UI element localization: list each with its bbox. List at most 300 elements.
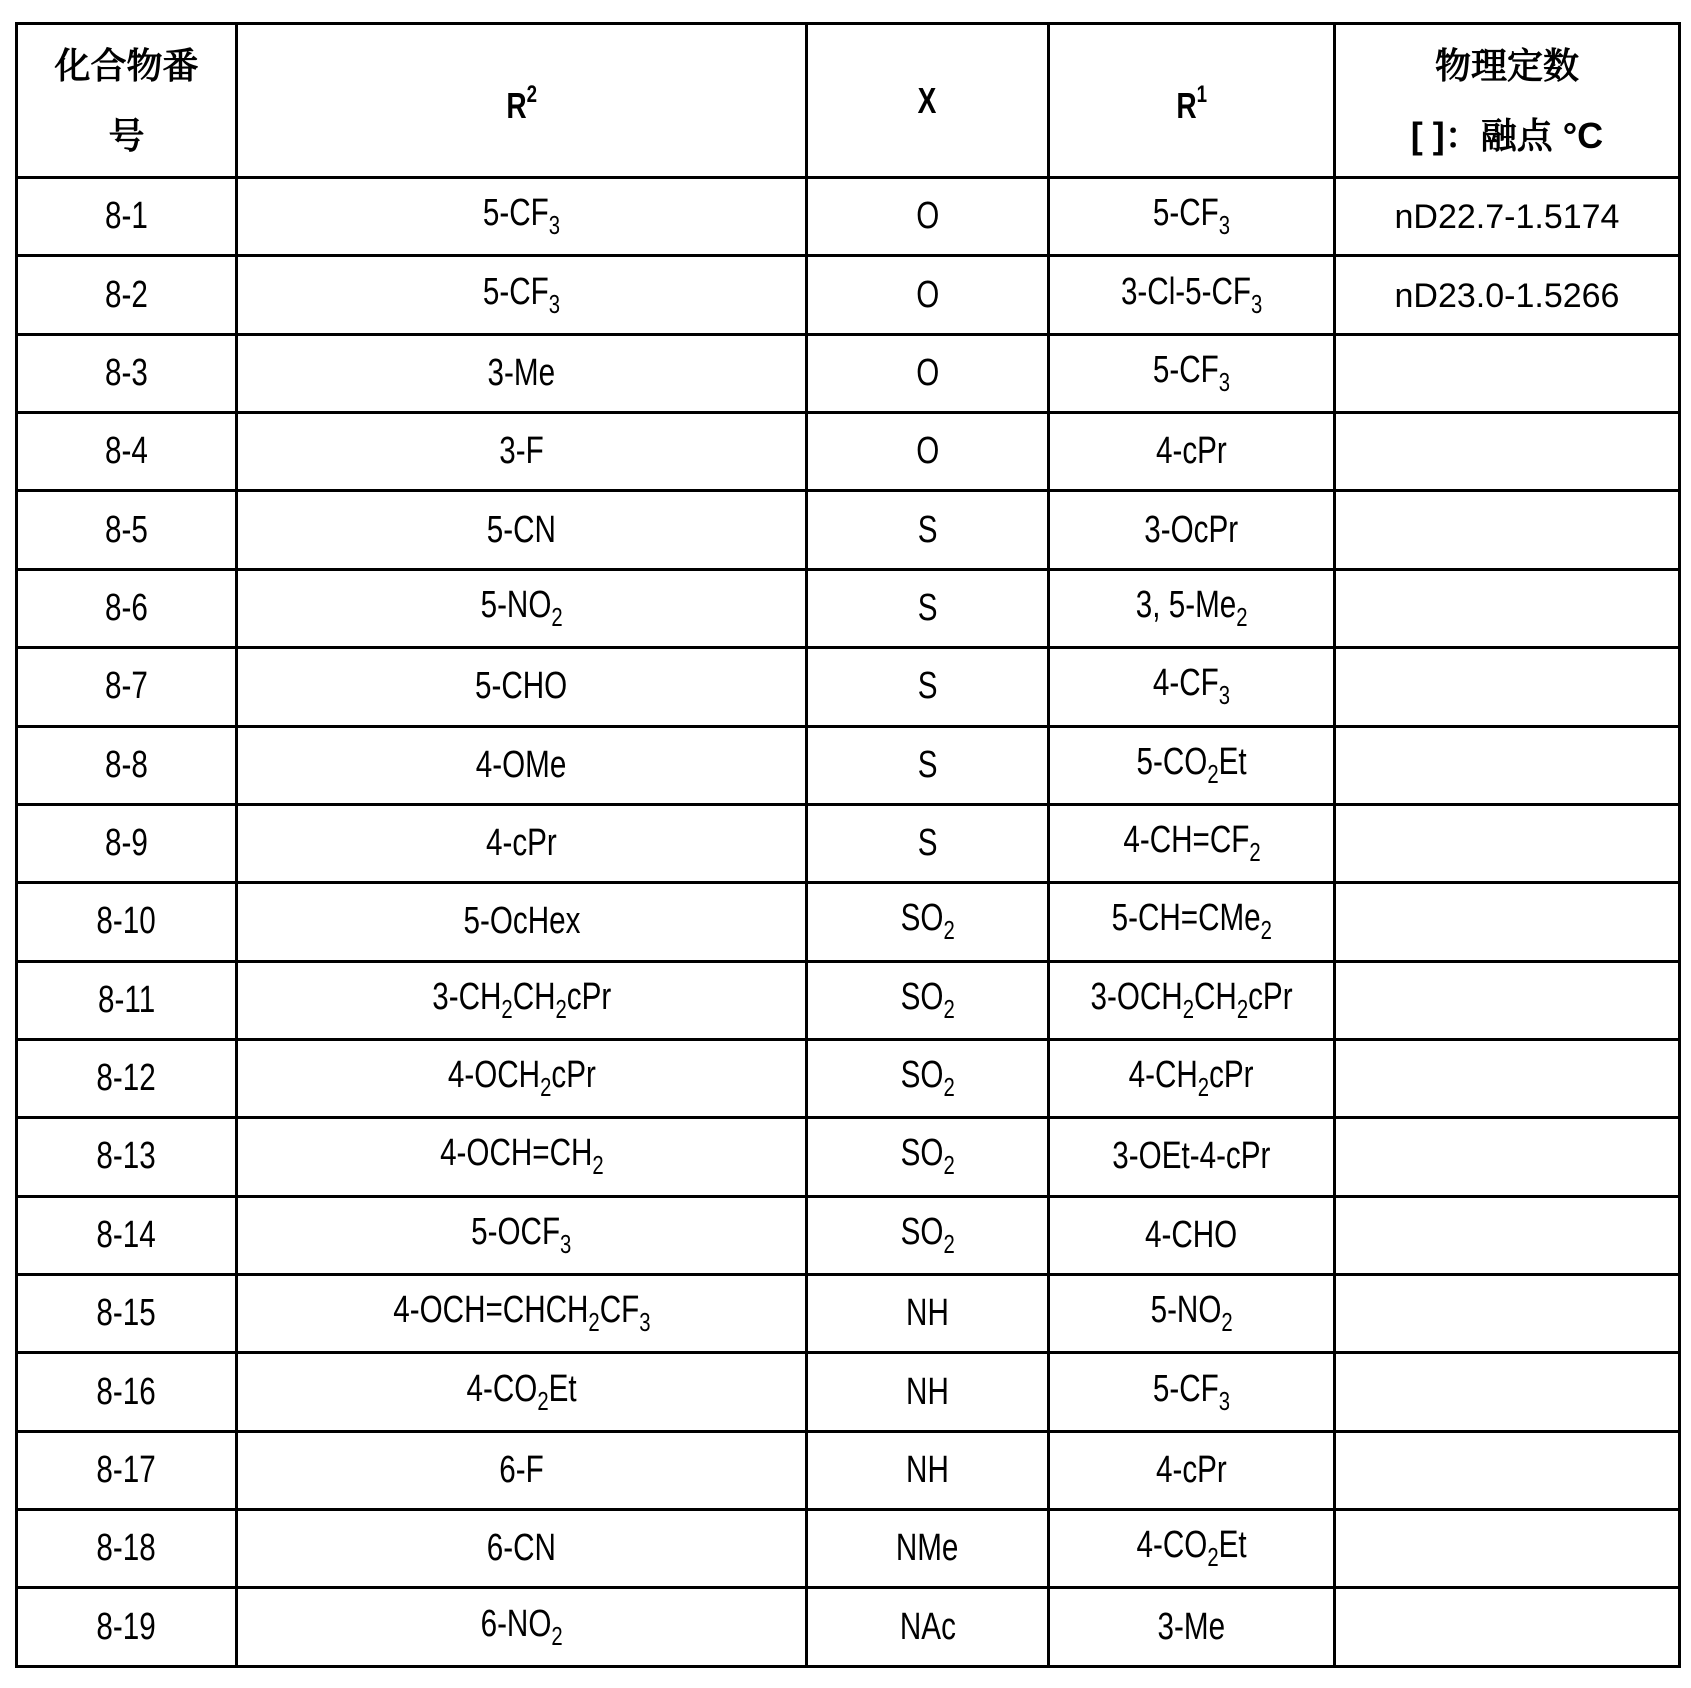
formula-text: NH (906, 1448, 949, 1491)
cell-r1 (1049, 1196, 1335, 1274)
cell-x-formula (899, 1606, 955, 1649)
cell-physical-constant (1335, 1431, 1680, 1509)
compound-no: 8-18 (96, 1527, 157, 1570)
cell-r2 (237, 804, 807, 882)
subscript: 2 (501, 993, 513, 1024)
table-row (17, 334, 1680, 412)
compound-no: 8-5 (105, 508, 148, 551)
cell-r1-formula (1111, 897, 1271, 946)
cell-r1-formula (1158, 1606, 1226, 1649)
cell-x (807, 883, 1049, 961)
formula-text: SO (900, 897, 944, 940)
compound-no: 8-14 (96, 1213, 157, 1256)
cell-x-formula (906, 1449, 949, 1492)
header-compound-no-line2: 号 (108, 114, 145, 156)
cell-physical-constant (1335, 1196, 1680, 1274)
formula-text: 4-cPr (486, 822, 557, 865)
subscript: 2 (555, 993, 567, 1024)
cell-x (807, 1588, 1049, 1667)
formula-text: 6-CN (486, 1527, 557, 1570)
cell-r1-formula (1153, 1368, 1230, 1417)
cell-r2 (237, 569, 807, 647)
cell-compound-no (17, 648, 237, 726)
subscript: 3 (548, 210, 561, 241)
table-row (17, 1431, 1680, 1509)
cell-r1-formula (1123, 819, 1260, 868)
subscript: 2 (943, 1228, 955, 1259)
cell-r2-formula (487, 1527, 556, 1570)
formula-text: NAc (899, 1605, 956, 1648)
subscript: 2 (1260, 915, 1272, 946)
formula-text: 4-cPr (1156, 1448, 1227, 1491)
cell-x-formula (918, 587, 938, 630)
cell-r1-formula (1153, 192, 1230, 241)
formula-text: 3-OEt-4-cPr (1112, 1135, 1271, 1178)
formula-text: Et (1218, 740, 1247, 783)
cell-r2-formula (440, 1132, 604, 1181)
formula-text: cPr (1248, 975, 1293, 1018)
cell-r2-formula (475, 665, 567, 708)
formula-text: 4-CF (1152, 662, 1219, 705)
cell-r1 (1049, 804, 1335, 882)
compound-no: 8-17 (96, 1448, 157, 1491)
header-row (17, 24, 1680, 178)
cell-r1-formula (1153, 662, 1230, 711)
formula-text: 5-CF (482, 192, 549, 235)
subscript: 2 (1207, 758, 1219, 789)
cell-physical-constant (1335, 1353, 1680, 1431)
cell-physical-constant (1335, 1039, 1680, 1117)
cell-x (807, 178, 1049, 256)
cell-r2 (237, 1196, 807, 1274)
formula-text: 3-Me (487, 351, 556, 394)
formula-text: O (915, 273, 940, 316)
subscript: 2 (551, 601, 563, 632)
cell-r2-formula (480, 1603, 562, 1652)
formula-text: 4-CH=CF (1122, 819, 1249, 862)
cell-physical-constant (1335, 1588, 1680, 1667)
cell-compound-no (17, 1353, 237, 1431)
formula-text: 4-OCH=CHCH (392, 1289, 589, 1332)
cell-compound-no (17, 1588, 237, 1667)
cell-r1 (1049, 1118, 1335, 1196)
formula-text: Et (548, 1367, 577, 1410)
subscript: 2 (537, 1385, 549, 1416)
cell-x-formula (916, 274, 939, 317)
compound-no: 8-13 (96, 1135, 157, 1178)
cell-r2-formula (483, 271, 560, 320)
cell-x (807, 1118, 1049, 1196)
formula-text: S (917, 586, 938, 629)
cell-compound-no (17, 256, 237, 334)
cell-r2-formula (486, 822, 557, 865)
formula-text: 3-OcPr (1144, 508, 1239, 551)
compound-no: 8-11 (97, 978, 156, 1021)
cell-r1-formula (1145, 509, 1239, 552)
formula-text: NH (906, 1292, 949, 1335)
formula-text: 5-CF (1152, 1367, 1219, 1410)
header-r2 (237, 24, 807, 178)
cell-x-formula (918, 744, 938, 787)
cell-x (807, 1039, 1049, 1117)
formula-text: O (915, 351, 940, 394)
cell-r2-formula (480, 584, 562, 633)
cell-r2 (237, 1353, 807, 1431)
cell-r1-formula (1156, 430, 1227, 473)
cell-r1-formula (1136, 741, 1246, 790)
table-row (17, 726, 1680, 804)
cell-physical-constant (1335, 413, 1680, 491)
compound-no: 8-12 (96, 1057, 157, 1100)
cell-x-formula (900, 1211, 954, 1260)
cell-r1 (1049, 1353, 1335, 1431)
formula-text: 3-Me (1157, 1605, 1226, 1648)
cell-compound-no (17, 961, 237, 1039)
formula-text: O (915, 195, 940, 238)
subscript: 3 (560, 1228, 572, 1259)
subscript: 2 (539, 1072, 552, 1103)
cell-r2-formula (487, 509, 556, 552)
subscript: 2 (588, 1307, 600, 1338)
subscript: 2 (1248, 837, 1261, 868)
cell-r2 (237, 1039, 807, 1117)
cell-r1-formula (1136, 1524, 1246, 1573)
cell-physical-constant (1335, 1118, 1680, 1196)
cell-r2 (237, 1510, 807, 1588)
cell-x (807, 334, 1049, 412)
cell-compound-no (17, 1196, 237, 1274)
subscript: 2 (1182, 993, 1194, 1024)
compound-no: 8-19 (96, 1605, 157, 1648)
compound-no: 8-16 (96, 1370, 157, 1413)
cell-r1 (1049, 1039, 1335, 1117)
cell-r2-formula (488, 352, 556, 395)
table-row (17, 1353, 1680, 1431)
cell-r1-formula (1153, 349, 1230, 398)
subscript: 2 (943, 993, 955, 1024)
table-row (17, 1510, 1680, 1588)
cell-r1 (1049, 334, 1335, 412)
cell-r2-formula (432, 976, 611, 1025)
cell-r2 (237, 256, 807, 334)
formula-text: S (917, 665, 938, 708)
compound-no: 8-10 (96, 900, 157, 943)
formula-text: 3-F (499, 430, 544, 473)
cell-r2-formula (483, 192, 560, 241)
formula-text: 5-CN (486, 508, 557, 551)
formula-text: 4-CH (1129, 1054, 1199, 1097)
cell-compound-no (17, 413, 237, 491)
table-row (17, 256, 1680, 334)
cell-physical-constant (1335, 1275, 1680, 1353)
subscript: 3 (638, 1307, 651, 1338)
cell-compound-no (17, 1275, 237, 1353)
cell-x (807, 1196, 1049, 1274)
cell-x-formula (916, 195, 939, 238)
cell-physical-constant (1335, 726, 1680, 804)
cell-r2-formula (448, 1054, 596, 1103)
formula-text: 5-CO (1136, 740, 1208, 783)
cell-r2-formula (499, 430, 543, 473)
cell-physical-constant (1335, 256, 1680, 334)
header-r1-label: R (1176, 85, 1197, 126)
subscript: 2 (1207, 1542, 1219, 1573)
cell-x-formula (900, 1054, 954, 1103)
formula-text: CF (599, 1289, 639, 1332)
cell-x (807, 413, 1049, 491)
cell-r1 (1049, 726, 1335, 804)
cell-x (807, 256, 1049, 334)
formula-text: 4-CO (1136, 1524, 1208, 1567)
table-row (17, 413, 1680, 491)
formula-text: 5-CH=CMe (1111, 897, 1261, 940)
header-physical-constants (1335, 24, 1680, 178)
header-phys-line2: [ ]：融点 °C (1410, 114, 1604, 156)
cell-r2-formula (476, 744, 567, 787)
cell-x-formula (896, 1527, 959, 1570)
table-row (17, 1039, 1680, 1117)
cell-x-formula (918, 509, 938, 552)
formula-text: 5-OCF (471, 1210, 561, 1253)
cell-x-formula (918, 665, 938, 708)
cell-r1 (1049, 1510, 1335, 1588)
cell-compound-no (17, 569, 237, 647)
cell-x-formula (900, 897, 954, 946)
cell-r1 (1049, 256, 1335, 334)
formula-text: S (917, 743, 938, 786)
header-compound-no (17, 24, 237, 178)
table-row (17, 1118, 1680, 1196)
table-row (17, 883, 1680, 961)
cell-r2 (237, 1275, 807, 1353)
subscript: 2 (943, 915, 955, 946)
cell-compound-no (17, 334, 237, 412)
cell-compound-no (17, 883, 237, 961)
formula-text: SO (900, 1054, 944, 1097)
cell-r1-formula (1156, 1449, 1227, 1492)
subscript: 2 (1221, 1307, 1233, 1338)
formula-text: SO (900, 1210, 944, 1253)
header-x-label: X (918, 79, 937, 121)
formula-text: 5-OcHex (463, 900, 580, 943)
subscript: 2 (1198, 1072, 1210, 1103)
table-row (17, 1588, 1680, 1667)
cell-r2 (237, 961, 807, 1039)
compound-no: 8-3 (105, 351, 148, 394)
compound-no: 8-9 (105, 822, 148, 865)
cell-compound-no (17, 726, 237, 804)
cell-r2 (237, 413, 807, 491)
subscript: 2 (592, 1150, 604, 1181)
formula-text: O (915, 430, 940, 473)
subscript: 2 (943, 1150, 955, 1181)
cell-r2 (237, 648, 807, 726)
cell-r1-formula (1150, 1289, 1232, 1338)
header-r2-label: R (506, 85, 527, 126)
formula-text: 4-CO (466, 1367, 538, 1410)
table-row (17, 1275, 1680, 1353)
cell-r2-formula (463, 900, 580, 943)
cell-compound-no (17, 1118, 237, 1196)
formula-text: 5-CF (482, 270, 549, 313)
cell-r2 (237, 1431, 807, 1509)
formula-text: Et (1218, 1524, 1247, 1567)
subscript: 2 (551, 1620, 563, 1651)
formula-text: 3-CH (431, 975, 502, 1018)
formula-text: 5-CF (1152, 348, 1219, 391)
cell-physical-constant (1335, 569, 1680, 647)
compound-no: 8-2 (105, 273, 148, 316)
cell-r1-formula (1129, 1054, 1254, 1103)
cell-x (807, 804, 1049, 882)
formula-text: cPr (551, 1054, 596, 1097)
cell-x-formula (916, 352, 939, 395)
formula-text: CH (1193, 975, 1237, 1018)
table-row (17, 491, 1680, 569)
formula-text: CH (512, 975, 556, 1018)
cell-r2 (237, 1588, 807, 1667)
table-body (17, 178, 1680, 1667)
formula-text: NMe (896, 1527, 959, 1570)
cell-x-formula (900, 976, 954, 1025)
formula-text: 6-F (499, 1448, 544, 1491)
cell-r2 (237, 883, 807, 961)
cell-x (807, 1353, 1049, 1431)
cell-compound-no (17, 178, 237, 256)
subscript: 3 (1218, 210, 1231, 241)
header-r2-sup: 2 (526, 81, 537, 108)
subscript: 2 (1236, 601, 1248, 632)
cell-x (807, 1431, 1049, 1509)
subscript: 3 (1218, 366, 1231, 397)
cell-physical-constant (1335, 491, 1680, 569)
formula-text: 4-OMe (476, 743, 567, 786)
cell-compound-no (17, 804, 237, 882)
table-row (17, 961, 1680, 1039)
cell-r1 (1049, 1431, 1335, 1509)
cell-r1-formula (1121, 271, 1262, 320)
compound-no: 8-15 (96, 1292, 157, 1335)
cell-x (807, 1510, 1049, 1588)
formula-text: 5-CHO (475, 665, 568, 708)
table-row (17, 804, 1680, 882)
formula-text: 5-CF (1152, 192, 1219, 235)
cell-r2 (237, 334, 807, 412)
header-phys-line1: 物理定数 (1434, 44, 1579, 86)
cell-r2-formula (393, 1289, 650, 1338)
cell-x-formula (918, 822, 938, 865)
cell-physical-constant (1335, 178, 1680, 256)
formula-text: 3, 5-Me (1135, 583, 1237, 626)
formula-text: S (917, 822, 938, 865)
cell-r1 (1049, 178, 1335, 256)
cell-r1 (1049, 491, 1335, 569)
cell-r2 (237, 491, 807, 569)
formula-text: 4-CHO (1145, 1213, 1238, 1256)
subscript: 3 (1218, 680, 1231, 711)
subscript: 2 (1236, 993, 1249, 1024)
cell-physical-constant (1335, 1510, 1680, 1588)
compound-no: 8-4 (105, 430, 148, 473)
cell-r2 (237, 726, 807, 804)
cell-x (807, 726, 1049, 804)
formula-text: 6-NO (480, 1602, 552, 1645)
physical-constant-value: nD23.0-1.5266 (1394, 276, 1620, 315)
cell-compound-no (17, 1039, 237, 1117)
cell-physical-constant (1335, 961, 1680, 1039)
cell-physical-constant (1335, 648, 1680, 726)
cell-physical-constant (1335, 804, 1680, 882)
header-x (807, 24, 1049, 178)
cell-r2 (237, 1118, 807, 1196)
cell-compound-no (17, 491, 237, 569)
cell-x-formula (906, 1371, 949, 1414)
subscript: 3 (1218, 1385, 1231, 1416)
cell-r1 (1049, 648, 1335, 726)
cell-r1-formula (1090, 976, 1292, 1025)
cell-r2-formula (499, 1449, 543, 1492)
formula-text: NH (906, 1370, 949, 1413)
cell-r1 (1049, 961, 1335, 1039)
cell-x (807, 569, 1049, 647)
cell-r1-formula (1112, 1135, 1270, 1178)
table-row (17, 569, 1680, 647)
cell-r1 (1049, 569, 1335, 647)
table-row (17, 648, 1680, 726)
cell-compound-no (17, 1510, 237, 1588)
physical-constant-value: nD22.7-1.5174 (1394, 198, 1620, 237)
cell-r1-formula (1145, 1214, 1237, 1257)
formula-text: SO (900, 975, 944, 1018)
cell-x (807, 648, 1049, 726)
compound-no: 8-6 (105, 586, 148, 629)
cell-x (807, 961, 1049, 1039)
subscript: 3 (548, 288, 561, 319)
formula-text: 5-NO (480, 583, 552, 626)
compound-no: 8-8 (105, 743, 148, 786)
formula-text: 4-OCH (447, 1054, 540, 1097)
cell-r2-formula (471, 1211, 571, 1260)
table-row (17, 1196, 1680, 1274)
formula-text: SO (900, 1132, 944, 1175)
table-row (17, 178, 1680, 256)
formula-text: 3-OCH (1090, 975, 1183, 1018)
cell-r1 (1049, 1588, 1335, 1667)
cell-x-formula (900, 1132, 954, 1181)
cell-x-formula (916, 430, 939, 473)
cell-r1 (1049, 413, 1335, 491)
formula-text: cPr (1209, 1054, 1254, 1097)
formula-text: 4-OCH=CH (439, 1132, 593, 1175)
subscript: 2 (943, 1072, 955, 1103)
formula-text: 4-cPr (1156, 430, 1227, 473)
formula-text: 5-NO (1150, 1289, 1222, 1332)
cell-r1 (1049, 883, 1335, 961)
cell-physical-constant (1335, 883, 1680, 961)
formula-text: 3-Cl-5-CF (1120, 270, 1251, 313)
header-compound-no-line1: 化合物番 (54, 44, 199, 86)
subscript: 3 (1250, 288, 1263, 319)
cell-x (807, 1275, 1049, 1353)
compound-no: 8-1 (105, 195, 148, 238)
header-r1 (1049, 24, 1335, 178)
cell-compound-no (17, 1431, 237, 1509)
cell-x-formula (906, 1292, 949, 1335)
formula-text: S (917, 508, 938, 551)
cell-physical-constant (1335, 334, 1680, 412)
cell-r2-formula (466, 1368, 576, 1417)
cell-r1 (1049, 1275, 1335, 1353)
